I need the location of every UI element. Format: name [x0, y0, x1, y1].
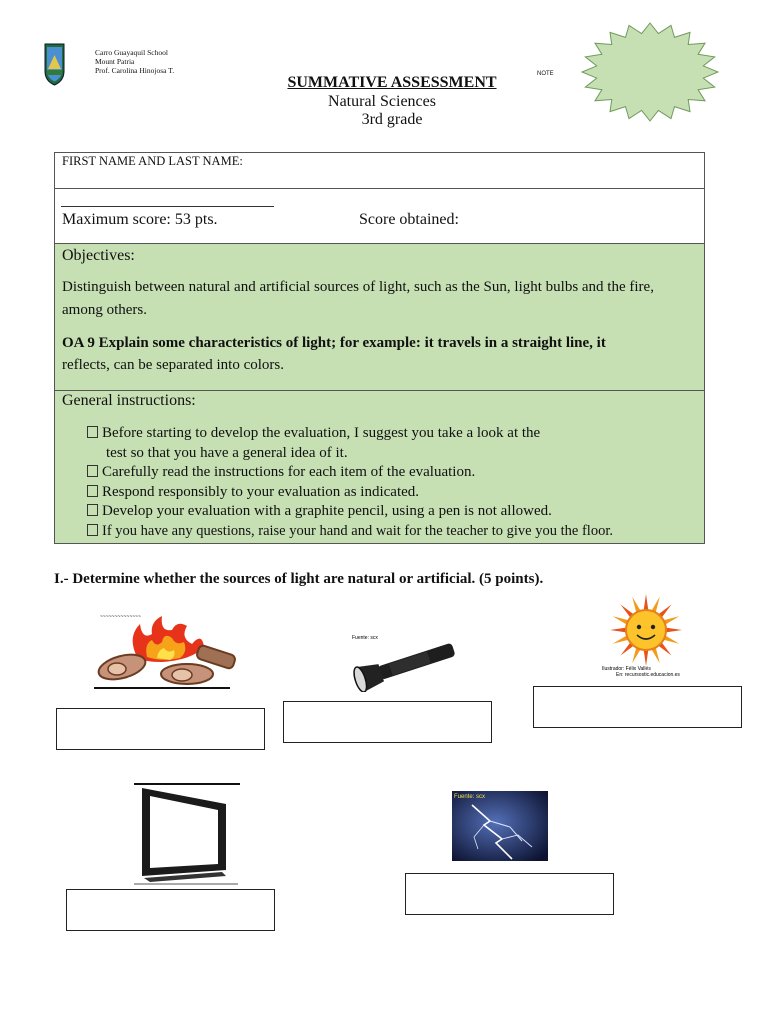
campfire-icon [92, 612, 237, 692]
checkbox-icon [87, 485, 98, 497]
checkbox-icon [87, 524, 98, 536]
section1-title: I.- Determine whether the sources of light are natural or artificial. (5 points). [54, 571, 544, 587]
checkbox-icon [87, 426, 98, 438]
flashlight-icon [350, 630, 460, 692]
answer-box-campfire[interactable] [56, 708, 265, 750]
school-location: Mount Patria [95, 57, 135, 66]
instruction-item: Develop your evaluation with a graphite pencil, using a pen is not allowed. [87, 502, 697, 522]
instruction-item: Before starting to develop the evaluation, I suggest you take a look at the test so that you have a general idea of it. [87, 424, 697, 463]
note-label: NOTE [537, 71, 554, 77]
lightning-icon [452, 791, 548, 861]
name-label: FIRST NAME AND LAST NAME: [62, 154, 243, 168]
school-name: Carro Guayaquil School [95, 48, 168, 57]
objectives-section [55, 244, 704, 391]
oa9-objective [62, 332, 697, 376]
objective-text: Distinguish between natural and artificial sources of light, such as the Sun, light bulbs and the fire, among others. [62, 279, 654, 318]
grade-star-shape [580, 22, 720, 122]
teacher-name: Prof. Carolina Hinojosa T. [95, 66, 175, 75]
instruction-item: Carefully read the instructions for each item of the evaluation. [87, 463, 697, 483]
television-icon [130, 782, 242, 886]
answer-box-sun[interactable] [533, 686, 742, 728]
answer-box-television[interactable] [66, 889, 275, 931]
lightning-caption: Fuente: scx [454, 794, 486, 800]
instructions-section [55, 391, 704, 543]
oa9-bold: OA 9 Explain some characteristics of light; for example: it travels in a straight line, it [62, 335, 606, 351]
answer-box-lightning[interactable] [405, 873, 614, 915]
flashlight-caption: Fuente: scx [352, 635, 378, 641]
name-write-line[interactable] [61, 206, 274, 207]
checkbox-icon [87, 504, 98, 516]
sun-icon [592, 590, 700, 680]
answer-box-flashlight[interactable] [283, 701, 492, 743]
sun-ray [644, 594, 649, 611]
instructions-list [87, 424, 697, 541]
student-info-table [54, 152, 705, 544]
document-title: SUMMATIVE ASSESSMENT [287, 74, 497, 91]
svg-text:~~~~~~~~~~~~~~: ~~~~~~~~~~~~~~ [100, 614, 141, 620]
name-row[interactable] [55, 153, 704, 189]
sun-caption-source: En: recursostic.educacion.es [616, 672, 680, 678]
instructions-heading: General instructions: [62, 392, 196, 409]
grade-level: 3rd grade [361, 111, 423, 128]
sun-ray [665, 628, 682, 633]
subject-name: Natural Sciences [328, 93, 436, 110]
score-obtained-label: Score obtained: [359, 211, 459, 228]
instruction-item: Respond responsibly to your evaluation as indicated. [87, 483, 697, 503]
oa9-rest: reflects, can be separated into colors. [62, 357, 284, 373]
instruction-item: If you have any questions, raise your hand and wait for the teacher to give you the floor. [87, 522, 697, 542]
sun-ray [644, 649, 649, 666]
sun-caption: Ilustrador: Félix Vallés [602, 666, 651, 672]
objectives-heading: Objectives: [62, 247, 135, 264]
score-row [55, 189, 704, 244]
sun-ray [610, 628, 627, 633]
checkbox-icon [87, 465, 98, 477]
max-score: Maximum score: 53 pts. [62, 211, 218, 228]
school-info [95, 48, 174, 75]
